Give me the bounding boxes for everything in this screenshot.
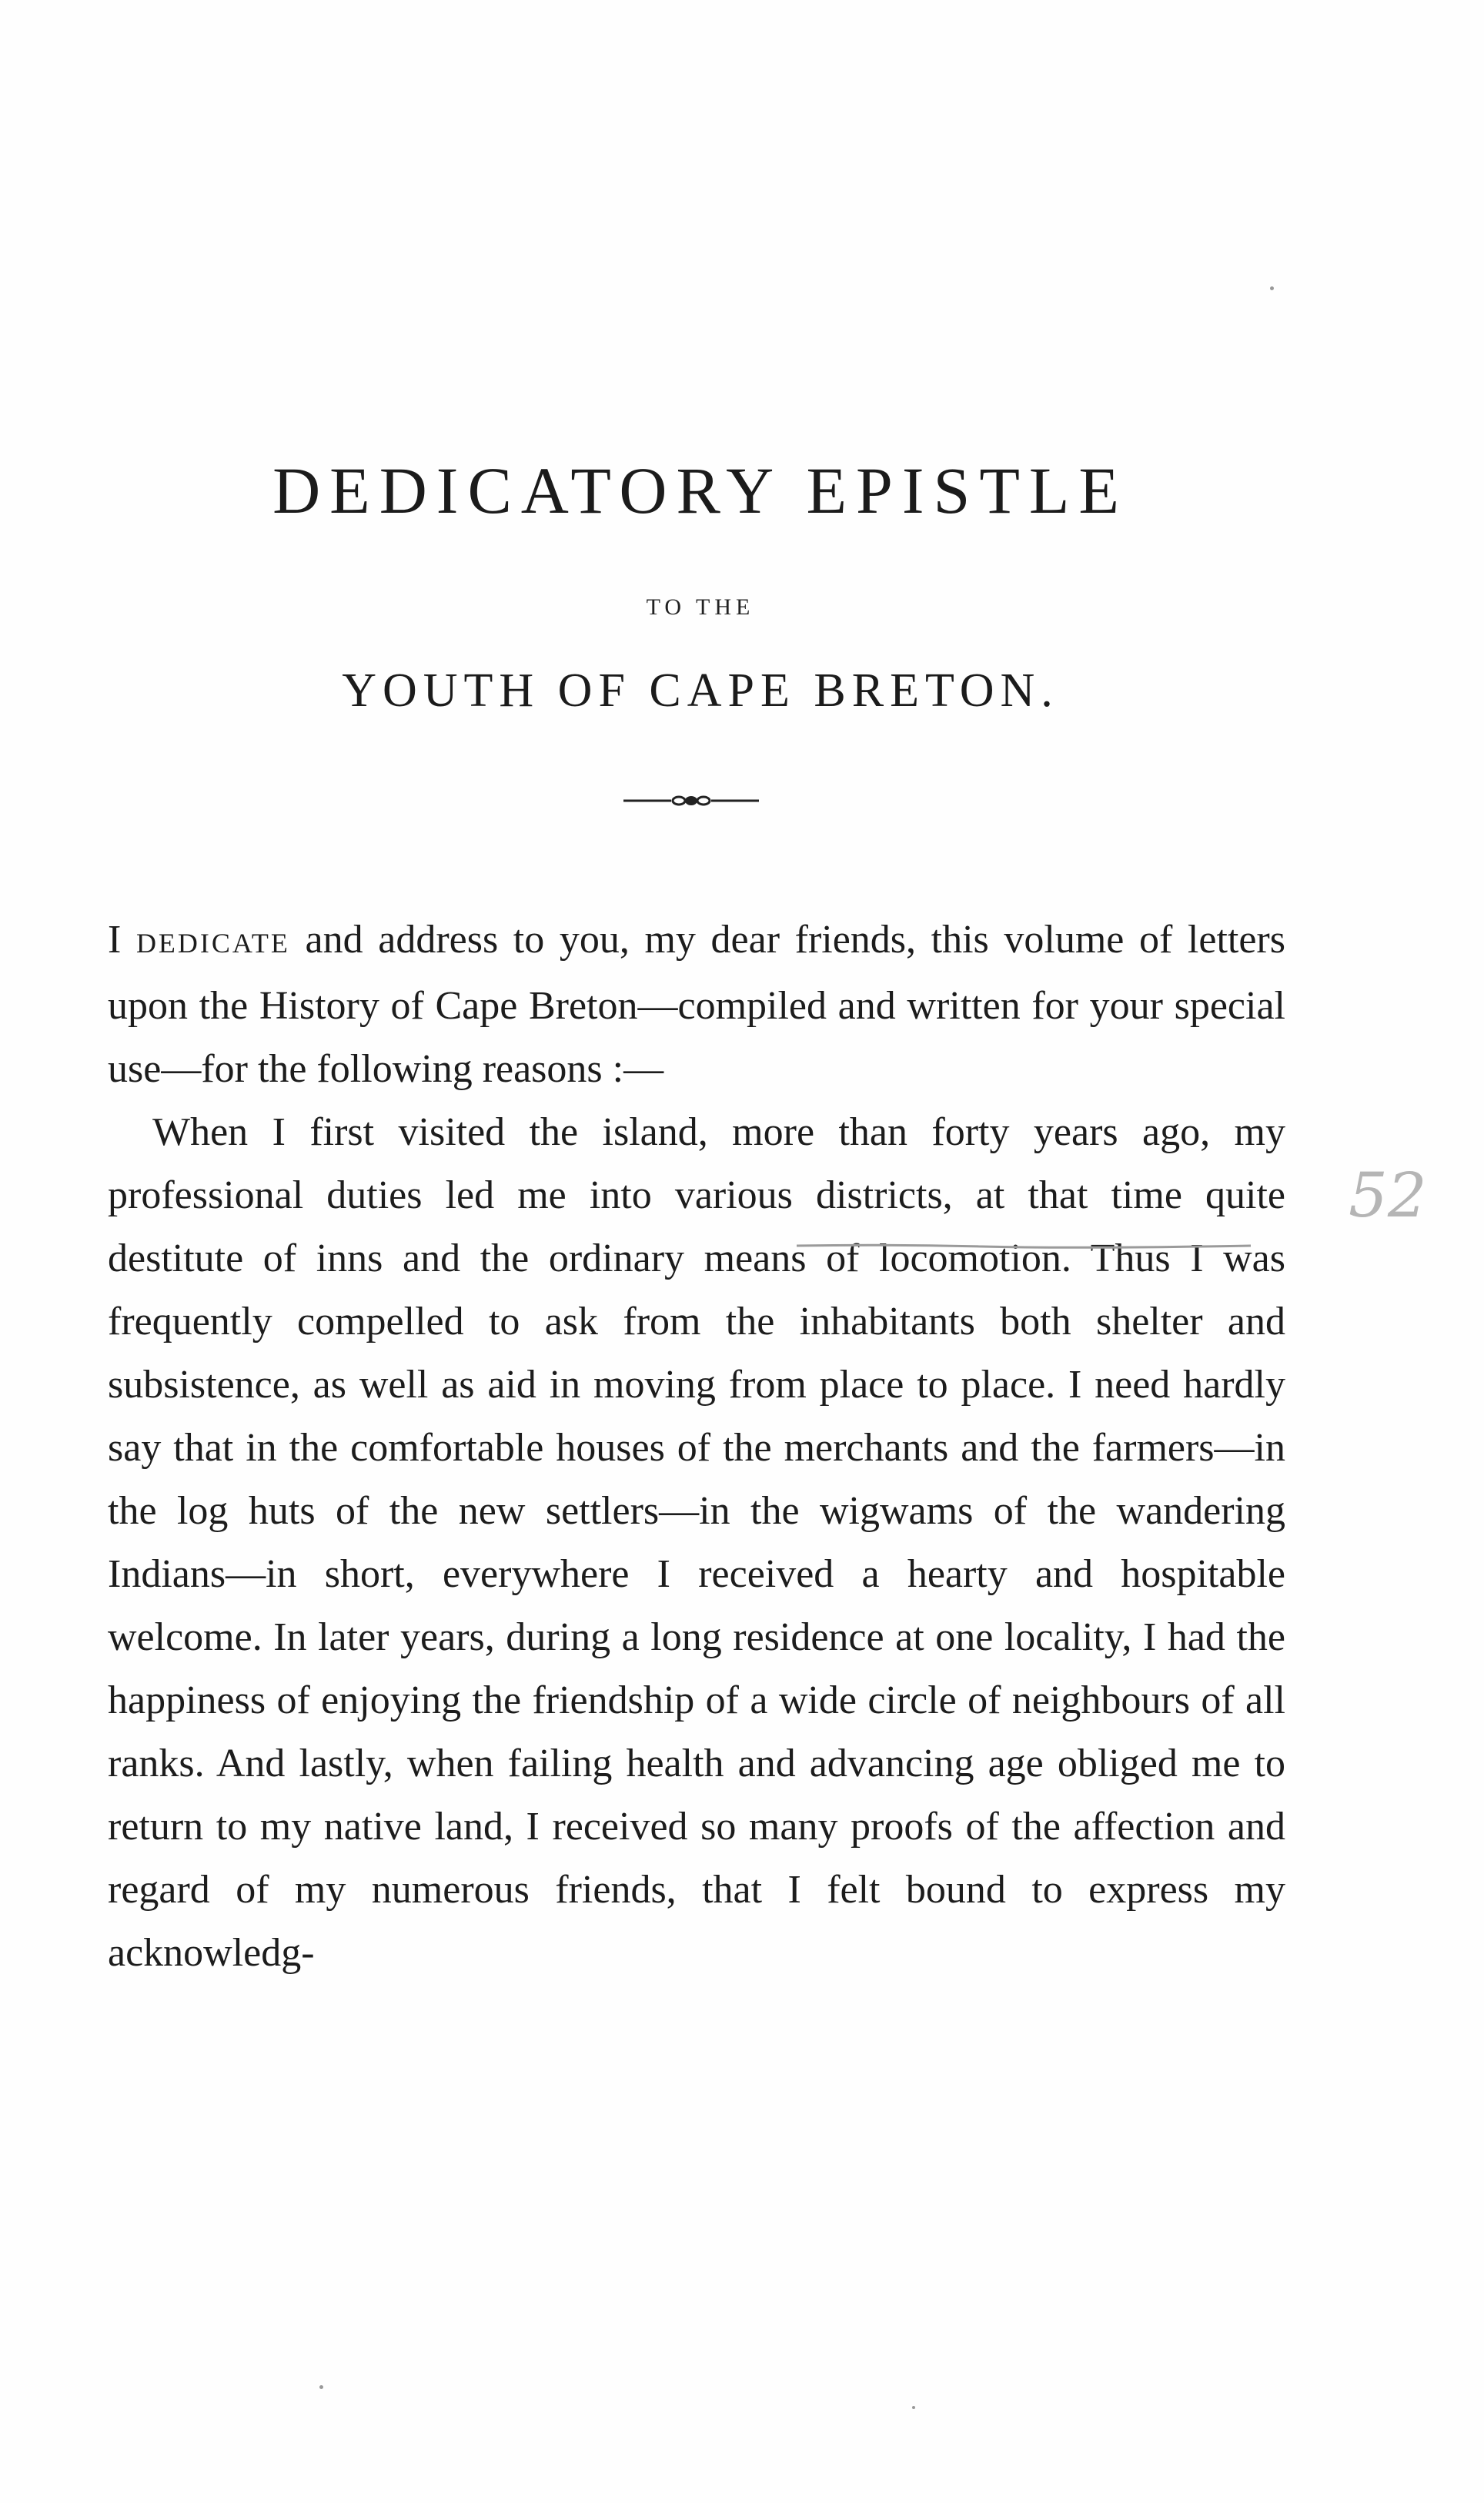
paragraph-1-rest: and address to you, my dear friends, this volume of letters upon the History of Cape Breton—compiled and written for your special use—for the following reasons :—: [108, 918, 1285, 1091]
paragraph-1-smallcaps: DEDICATE: [135, 928, 290, 959]
paragraph-1-lead: I: [108, 918, 136, 962]
page-subtitle: YOUTH OF CAPE BRETON.: [342, 664, 1059, 717]
paper-speck: [1270, 286, 1274, 290]
dedication-connector: TO THE: [646, 594, 755, 620]
page-title: DEDICATORY EPISTLE: [272, 453, 1128, 527]
body-text: [108, 909, 1285, 1985]
pencil-underline-mark: [797, 1243, 1251, 1250]
paragraph-2: When I first visited the island, more than forty years ago, my professional duties led me into various districts, at that time quite destitute of inns and the ordinary means of locomotion. Thus I was frequently compelled to ask from the inhabitants both shelter and subsistence, as well as aid in moving from place to place. I need hardly say that in the comfortable houses of the merchants and the farmers—in the log huts of the new settlers—in the wigwams of the wandering Indians—in short, everywhere I received a hearty and hospitable welcome. In later years, during a long residence at one locality, I had the happiness of enjoying the friendship of a wide circle of neighbours of all ranks. And lastly, when failing health and advancing age obliged me to return to my native land, I received so many proofs of the affection and regard of my numerous friends, that I felt bound to express my acknowledg-: [108, 1110, 1285, 1975]
paper-speck: [319, 2385, 323, 2389]
ornamental-rule-icon: [623, 791, 759, 810]
paper-speck: [912, 2406, 915, 2409]
marginal-note-text: 52: [1349, 1159, 1427, 1231]
marginal-pencil-note: [1341, 1155, 1456, 1240]
paragraph-1: [108, 909, 1285, 1101]
